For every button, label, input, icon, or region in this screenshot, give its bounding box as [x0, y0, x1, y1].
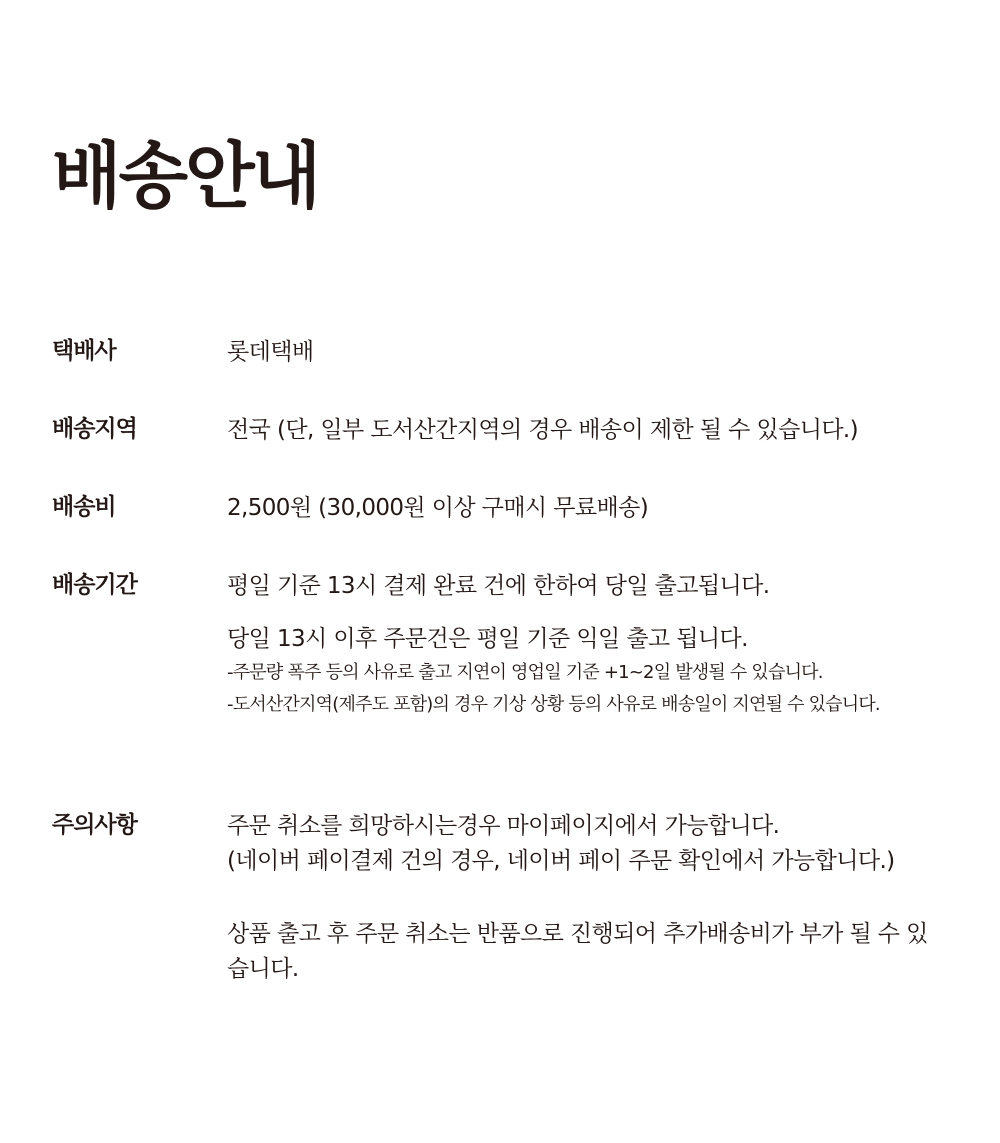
courier-value: 롯데택배: [227, 339, 314, 365]
row-content-delivery-area: [227, 413, 967, 448]
row-content-shipping-fee: [227, 491, 967, 526]
notice-line: 주문 취소를 희망하시는경우 마이페이지에서 가능합니다.: [227, 813, 780, 839]
row-content-notice: [227, 809, 967, 987]
delivery-area-value: 전국 (단, 일부 도서산간지역의 경우 배송이 제한 될 수 있습니다.): [227, 417, 859, 443]
row-content-courier: [227, 335, 967, 370]
row-label-delivery-period: 배송기간: [52, 572, 137, 598]
delivery-period-note: -도서산간지역(제주도 포함)의 경우 기상 상황 등의 사유로 배송일이 지연될 수 있습니다.: [227, 694, 880, 715]
row-label-courier: 택배사: [52, 338, 116, 364]
page-title: 배송안내: [52, 134, 319, 218]
delivery-period-line: 평일 기준 13시 결제 완료 건에 한하여 당일 출고됩니다.: [227, 573, 770, 599]
delivery-period-line: 당일 13시 이후 주문건은 평일 기준 익일 출고 됩니다.: [227, 626, 748, 652]
row-content-delivery-period: [227, 569, 967, 721]
row-label-delivery-area: 배송지역: [52, 416, 137, 442]
row-label-notice: 주의사항: [52, 812, 137, 838]
shipping-fee-value: 2,500원 (30,000원 이상 구매시 무료배송): [227, 495, 649, 521]
notice-line: (네이버 페이결제 건의 경우, 네이버 페이 주문 확인에서 가능합니다.): [227, 848, 895, 874]
delivery-period-note: -주문량 폭주 등의 사유로 출고 지연이 영업일 기준 +1~2일 발생될 수 있습니다.: [227, 662, 823, 683]
row-label-shipping-fee: 배송비: [52, 494, 116, 520]
notice-line: 상품 출고 후 주문 취소는 반품으로 진행되어 추가배송비가 부가 될 수 있습니다.: [227, 921, 928, 982]
